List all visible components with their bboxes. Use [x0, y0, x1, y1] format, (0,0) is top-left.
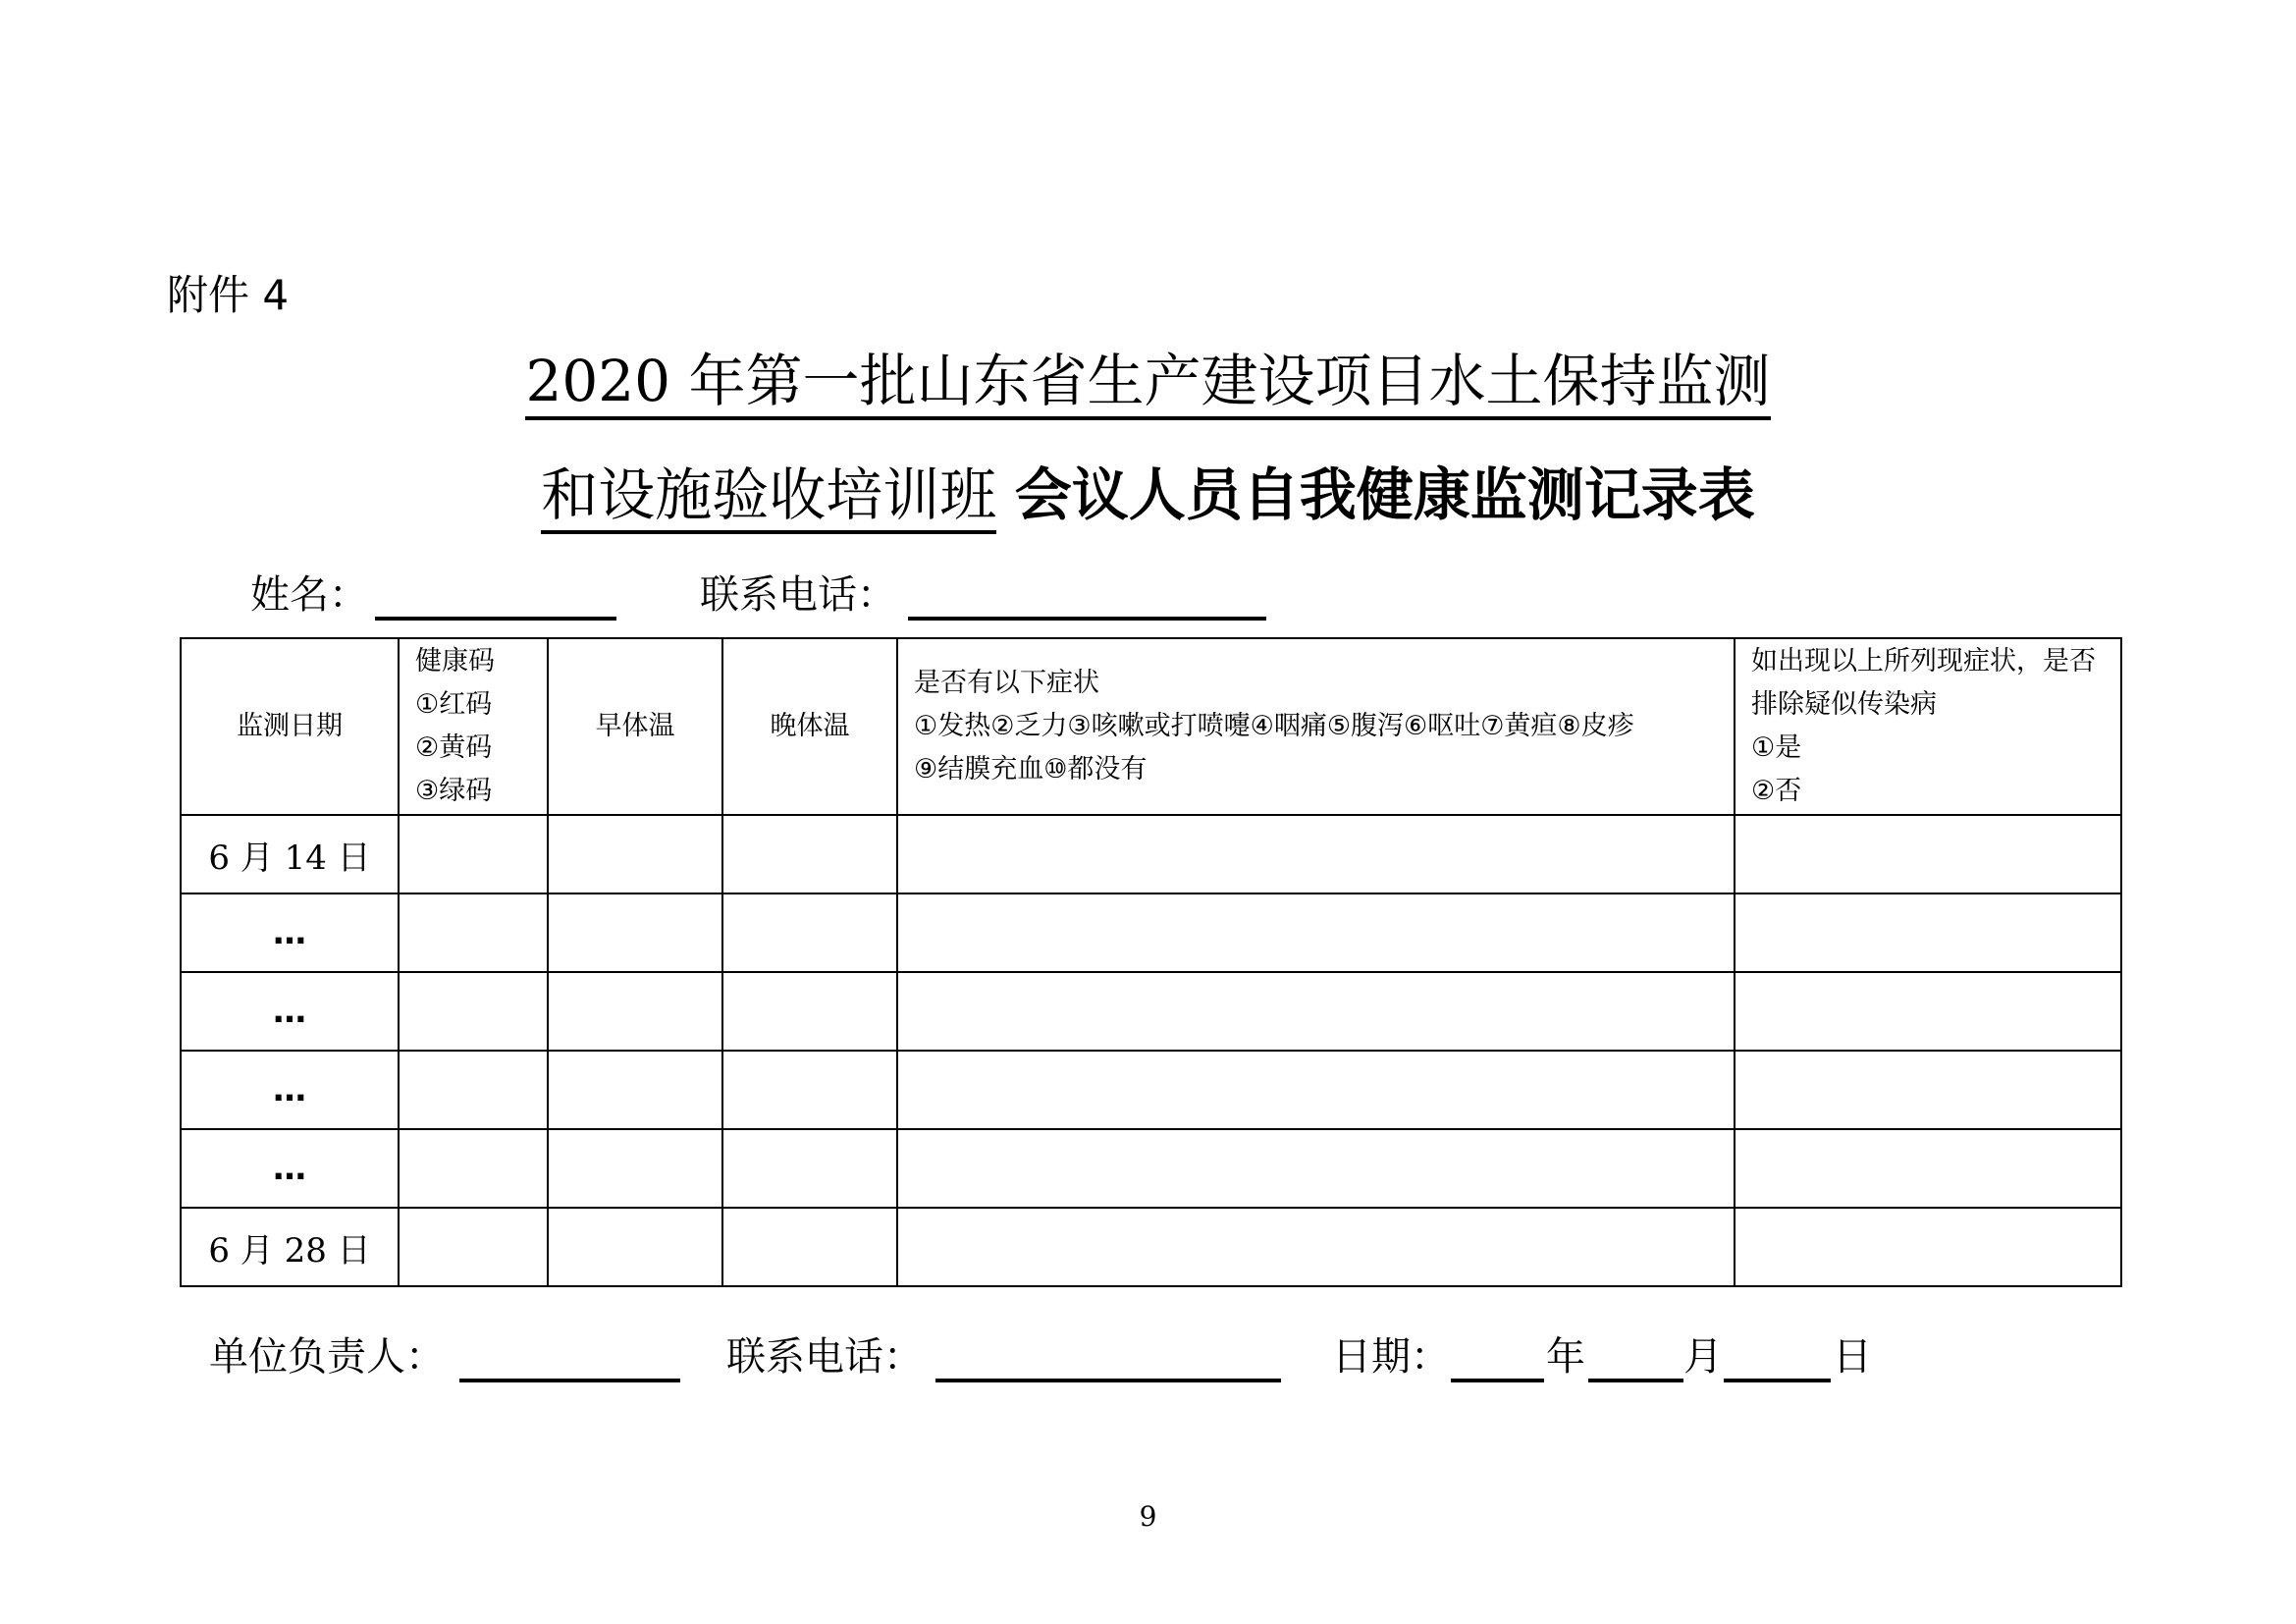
header-evening-temp: 晚体温 — [722, 638, 897, 815]
bottom-form-row — [0, 1327, 2296, 1396]
evening-temp-cell[interactable] — [722, 815, 897, 893]
evening-temp-cell[interactable] — [722, 1129, 897, 1208]
table-row — [181, 815, 2121, 893]
year-label: 年 — [1546, 1334, 1585, 1380]
health-code-title: 健康码 — [415, 646, 495, 677]
exclude-cell[interactable] — [1735, 1129, 2121, 1208]
symptoms-cell[interactable] — [897, 1129, 1735, 1208]
name-field[interactable] — [375, 566, 616, 621]
header-morning-temp: 早体温 — [548, 638, 722, 815]
exclude-cell[interactable] — [1735, 1208, 2121, 1286]
table-row — [181, 1208, 2121, 1286]
unit-leader-field[interactable] — [459, 1327, 680, 1382]
date-cell: … — [181, 893, 399, 972]
top-phone-field[interactable] — [908, 566, 1266, 621]
page-title-line-2 — [0, 458, 2296, 532]
table-row — [181, 972, 2121, 1051]
header-health-code — [399, 638, 548, 815]
symptoms-list-2: ⑨结膜充血⑩都没有 — [914, 754, 1148, 785]
header-date: 监测日期 — [181, 638, 399, 815]
exclude-cell[interactable] — [1735, 893, 2121, 972]
symptoms-list-1: ①发热②乏力③咳嗽或打喷嚏④咽痛⑤腹泻⑥呕吐⑦黄疸⑧皮疹 — [914, 711, 1634, 741]
title-line-2-suffix: 会议人员自我健康监测记录表 — [1014, 461, 1755, 528]
date-cell: … — [181, 972, 399, 1051]
page-title-line-1 — [0, 344, 2296, 418]
exclude-option: ②否 — [1751, 776, 1802, 806]
health-code-cell[interactable] — [399, 893, 548, 972]
evening-temp-cell[interactable] — [722, 1208, 897, 1286]
name-label: 姓名： — [250, 572, 368, 618]
health-code-option: ①红码 — [415, 689, 493, 720]
table-header-row — [181, 638, 2121, 815]
morning-temp-cell[interactable] — [548, 1051, 722, 1129]
attachment-label: 附件 4 — [167, 271, 290, 319]
date-cell: … — [181, 1129, 399, 1208]
date-cell: … — [181, 1051, 399, 1129]
month-label: 月 — [1683, 1334, 1723, 1380]
health-record-table — [180, 637, 2122, 1287]
header-symptoms — [897, 638, 1735, 815]
morning-temp-cell[interactable] — [548, 1208, 722, 1286]
symptoms-cell[interactable] — [897, 1208, 1735, 1286]
date-cell: 6 月 28 日 — [181, 1208, 399, 1286]
morning-temp-cell[interactable] — [548, 972, 722, 1051]
health-code-cell[interactable] — [399, 815, 548, 893]
morning-temp-cell[interactable] — [548, 893, 722, 972]
top-form-row — [0, 566, 2296, 634]
title-line-1-text: 2020 年第一批山东省生产建设项目水土保持监测 — [525, 348, 1770, 420]
title-line-2-underlined: 和设施验收培训班 — [541, 461, 996, 534]
header-exclude-disease — [1735, 638, 2121, 815]
bottom-phone-label: 联系电话： — [726, 1334, 923, 1380]
exclude-cell[interactable] — [1735, 1051, 2121, 1129]
month-field[interactable] — [1588, 1327, 1683, 1382]
symptoms-cell[interactable] — [897, 972, 1735, 1051]
page-number: 9 — [1139, 1500, 1157, 1533]
bottom-phone-field[interactable] — [935, 1327, 1281, 1382]
table-row — [181, 1129, 2121, 1208]
symptoms-cell[interactable] — [897, 815, 1735, 893]
symptoms-title: 是否有以下症状 — [914, 668, 1099, 698]
exclude-title: 如出现以上所列现症状，是否排除疑似传染病 — [1751, 646, 2096, 720]
table-row — [181, 1051, 2121, 1129]
health-code-option: ③绿码 — [415, 776, 493, 806]
unit-leader-label: 单位负责人： — [209, 1334, 445, 1380]
evening-temp-cell[interactable] — [722, 893, 897, 972]
exclude-cell[interactable] — [1735, 815, 2121, 893]
health-code-cell[interactable] — [399, 972, 548, 1051]
table-row — [181, 893, 2121, 972]
date-label: 日期： — [1332, 1334, 1450, 1380]
year-field[interactable] — [1451, 1327, 1544, 1382]
evening-temp-cell[interactable] — [722, 972, 897, 1051]
evening-temp-cell[interactable] — [722, 1051, 897, 1129]
morning-temp-cell[interactable] — [548, 1129, 722, 1208]
symptoms-cell[interactable] — [897, 893, 1735, 972]
symptoms-cell[interactable] — [897, 1051, 1735, 1129]
health-code-option: ②黄码 — [415, 732, 493, 763]
morning-temp-cell[interactable] — [548, 815, 722, 893]
health-code-cell[interactable] — [399, 1129, 548, 1208]
day-field[interactable] — [1724, 1327, 1831, 1382]
top-phone-label: 联系电话： — [700, 572, 896, 618]
date-cell: 6 月 14 日 — [181, 815, 399, 893]
health-code-cell[interactable] — [399, 1208, 548, 1286]
exclude-option: ①是 — [1751, 732, 1802, 763]
day-label: 日 — [1833, 1334, 1872, 1380]
health-code-cell[interactable] — [399, 1051, 548, 1129]
exclude-cell[interactable] — [1735, 972, 2121, 1051]
